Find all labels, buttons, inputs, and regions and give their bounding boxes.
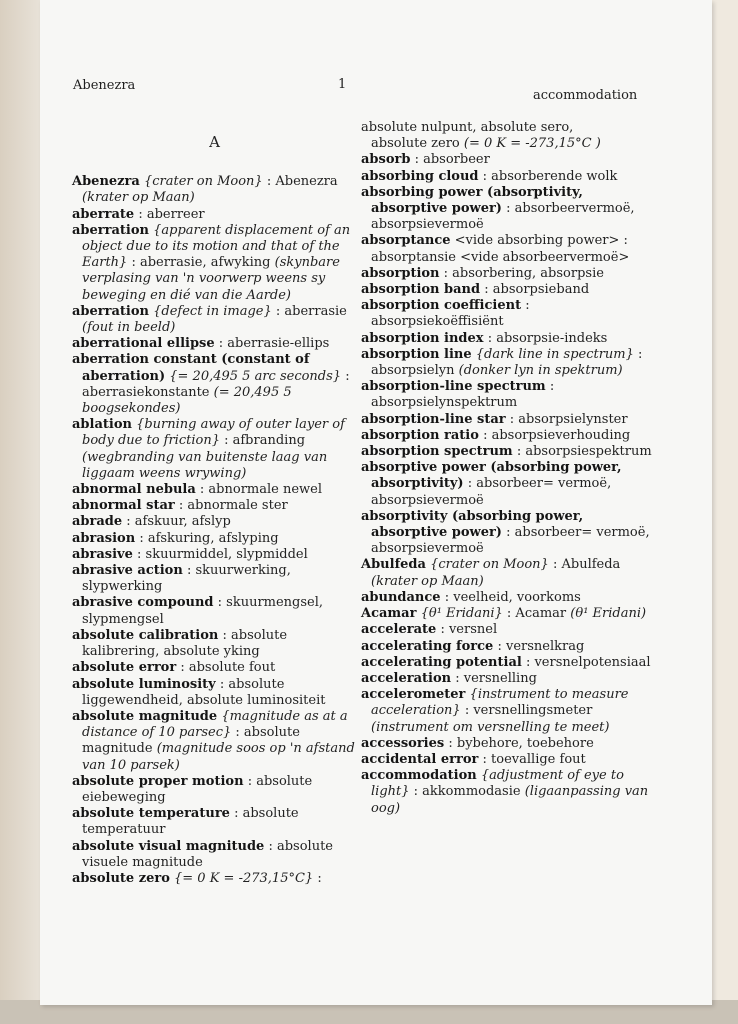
dictionary-entry xyxy=(72,774,357,806)
dictionary-entry xyxy=(72,174,357,206)
entry-headword: absorption line xyxy=(361,346,472,362)
entry-translation: : absorpsieband xyxy=(484,282,590,298)
dictionary-entry xyxy=(361,185,661,234)
dictionary-entry xyxy=(72,595,357,627)
dictionary-entry xyxy=(361,736,661,752)
dictionary-entry xyxy=(361,655,661,671)
dictionary-entry xyxy=(361,509,661,558)
dictionary-entry xyxy=(72,531,357,547)
dictionary-entry xyxy=(72,709,357,774)
entry-translation: : absolute liggewendheid, absolute luminositeit xyxy=(82,676,326,708)
entry-translation: : bybehore, toebehore xyxy=(448,735,594,751)
entry-translation: : absorbeer= vermoë, absorpsievermoë xyxy=(371,476,612,508)
entry-definition: {apparent displacement of an object due to its motion and that of the Earth} xyxy=(82,222,351,271)
dictionary-entry xyxy=(361,282,661,298)
entry-translation: : absolute eiebeweging xyxy=(82,773,313,805)
dictionary-entry xyxy=(361,606,661,622)
entry-translation: : Abulfeda xyxy=(552,557,621,573)
entry-translation: : absorpsielyn xyxy=(371,346,643,379)
entry-afrikaans-gloss: (skynbare verplasing van 'n voorwerp weens sy beweging en dié van die Aarde) xyxy=(82,255,340,303)
entry-headword: absorption band xyxy=(361,282,481,298)
dictionary-entry xyxy=(72,677,357,709)
entry-headword: abrasive xyxy=(72,546,133,562)
entry-afrikaans-gloss: (krater op Maan) xyxy=(82,190,195,206)
dictionary-entry xyxy=(361,347,661,379)
entry-translation: : versnelkrag xyxy=(497,638,585,654)
dictionary-entry xyxy=(72,628,357,660)
entry-translation: : absorbeer= vermoë, absorpsievermoë xyxy=(371,525,650,557)
entry-headword: acceleration xyxy=(361,670,452,686)
entry-headword: abnormal nebula xyxy=(72,482,196,498)
entry-headword: absolute temperature xyxy=(72,806,230,822)
entry-headword: Abenezra xyxy=(72,174,140,190)
dictionary-entry xyxy=(361,331,661,347)
entry-definition: {adjustment of eye to light} xyxy=(371,768,624,800)
left-column xyxy=(72,120,357,887)
entry-headword: accidental error xyxy=(361,751,479,767)
dictionary-entry xyxy=(361,169,661,185)
dictionary-entry xyxy=(361,622,661,638)
right-column xyxy=(361,120,661,817)
dictionary-entry xyxy=(72,352,357,417)
dictionary-entry xyxy=(72,482,357,498)
entry-translation: : afskuring, afslyping xyxy=(139,530,279,546)
entry-translation: : afskuur, afslyp xyxy=(126,514,231,530)
entry-afrikaans-gloss: (fout in beeld) xyxy=(82,320,176,336)
entry-headword: absorptivity (absorbing power, absorptive power) xyxy=(361,508,584,541)
dictionary-entry xyxy=(361,752,661,768)
entry-afrikaans-gloss: (ligaanpassing van oog) xyxy=(371,784,649,816)
dictionary-entry xyxy=(361,557,661,589)
dictionary-entry xyxy=(72,223,357,304)
entry-headword: aberration xyxy=(72,222,149,238)
entry-headword: absorption ratio xyxy=(361,427,479,443)
entry-headword: Abulfeda xyxy=(361,557,426,573)
dictionary-entry xyxy=(361,768,661,817)
entry-translation: : toevallige fout xyxy=(482,751,586,767)
dictionary-entry xyxy=(72,871,357,887)
dictionary-entry xyxy=(72,514,357,530)
entry-translation: : absorbeervermoë, absorpsievermoë xyxy=(371,201,635,233)
entry-headword: absorption xyxy=(361,265,440,281)
entry-translation: : afbranding xyxy=(224,433,306,449)
entry-translation: : absorpsiekoëffisiënt xyxy=(371,298,530,330)
entry-headword: Acamar xyxy=(361,606,417,622)
entry-headword: abnormal star xyxy=(72,498,175,514)
entry-headword: accelerometer xyxy=(361,687,466,703)
dictionary-entry xyxy=(361,152,661,168)
dictionary-entry xyxy=(72,806,357,838)
entry-afrikaans-gloss: (wegbranding van buitenste laag van liggaam weens wrywing) xyxy=(82,449,328,481)
entry-definition: {= 0 K = -273,15°C} xyxy=(174,870,314,886)
entry-translation: : xyxy=(317,870,322,886)
entry-afrikaans-gloss: (= 20,495 5 boogsekondes) xyxy=(82,384,292,417)
entry-definition: {instrument to measure acceleration} xyxy=(371,687,629,719)
entry-definition: {defect in image} xyxy=(153,303,272,319)
entry-headword: absorption coefficient xyxy=(361,298,522,314)
entry-translation: : Acamar xyxy=(506,606,567,622)
entry-headword: accelerating potential xyxy=(361,654,522,670)
entry-headword: absolute zero xyxy=(72,870,170,886)
entry-translation: : skuurmiddel, slypmiddel xyxy=(137,546,308,562)
entry-afrikaans-gloss: (instrument om versnelling te meet) xyxy=(371,719,610,735)
entry-translation: : absorbeer xyxy=(414,152,490,168)
entry-headword: accommodation xyxy=(361,768,477,784)
dictionary-entry xyxy=(72,660,357,676)
entry-headword: aberration xyxy=(72,303,149,319)
continuation-text: absolute nulpunt, absolute sero, xyxy=(361,120,574,135)
entry-translation: : skuurwerking, slypwerking xyxy=(82,563,291,595)
entry-translation: : aberreer xyxy=(138,206,205,222)
entry-afrikaans-gloss: (magnitude soos op 'n afstand van 10 parsek) xyxy=(82,741,355,773)
entry-translation: : absolute kalibrering, absolute yking xyxy=(82,627,288,660)
entry-translation: : absorpsielynspektrum xyxy=(371,379,555,411)
entry-translation: : absorbering, absorpsie xyxy=(443,265,604,281)
right-entries xyxy=(361,152,661,816)
entry-definition: {dark line in spectrum} xyxy=(475,346,634,362)
section-letter: A xyxy=(209,133,220,151)
entry-translation: : versnel xyxy=(440,622,498,638)
entry-translation: : veelheid, voorkoms xyxy=(444,589,581,605)
left-entries xyxy=(72,174,357,887)
entry-headword: absolute visual magnitude xyxy=(72,838,265,854)
entry-translation: : absolute temperatuur xyxy=(82,806,299,838)
continuation-entry xyxy=(361,120,661,152)
dictionary-entry xyxy=(361,266,661,282)
entry-headword: absorption-line spectrum xyxy=(361,379,546,395)
entry-headword: absolute calibration xyxy=(72,627,219,643)
header-left-guideword: Abenezra xyxy=(73,78,136,93)
entry-afrikaans-gloss: (donker lyn in spektrum) xyxy=(458,363,623,379)
dictionary-entry xyxy=(361,460,661,509)
entry-definition: {crater on Moon} xyxy=(430,557,549,573)
entry-translation: : abnormale newel xyxy=(199,482,323,498)
dictionary-entry xyxy=(361,428,661,444)
dictionary-entry xyxy=(361,687,661,736)
entry-translation: : aberrasiekonstante xyxy=(82,368,350,400)
entry-headword: aberration constant (constant of aberration) xyxy=(72,352,310,384)
entry-afrikaans-gloss: (θ¹ Eridani) xyxy=(570,606,647,622)
entry-headword: absorbing power (absorptivity, absorptive power) xyxy=(361,184,583,217)
entry-translation: : aberrasie-ellips xyxy=(218,336,330,352)
entry-translation: : absorpsielynster xyxy=(509,411,628,427)
entry-translation: : Abenezra xyxy=(266,174,338,190)
continuation-definition: (= 0 K = -273,15°C ) xyxy=(463,136,601,152)
dictionary-entry xyxy=(361,444,661,460)
dictionary-page xyxy=(40,0,712,1005)
entry-headword: absorptance xyxy=(361,233,451,249)
entry-headword: absolute error xyxy=(72,660,177,676)
entry-translation: : versnelling xyxy=(455,670,537,686)
entry-translation: : absorpsiespektrum xyxy=(516,444,652,460)
entry-headword: aberrational ellipse xyxy=(72,336,215,352)
entry-afrikaans-gloss: (krater op Maan) xyxy=(371,573,484,589)
dictionary-entry xyxy=(361,412,661,428)
entry-translation: : absorberende wolk xyxy=(482,168,618,184)
dictionary-entry xyxy=(72,336,357,352)
entry-definition: {θ¹ Eridani} xyxy=(420,606,503,622)
entry-headword: ablation xyxy=(72,417,132,433)
entry-translation: : aberrasie, afwyking xyxy=(131,255,271,271)
entry-headword: abrasive action xyxy=(72,563,183,579)
entry-translation: : akkommodasie xyxy=(413,784,521,800)
entry-headword: accelerate xyxy=(361,622,437,638)
dictionary-entry xyxy=(72,563,357,595)
entry-definition: {crater on Moon} xyxy=(143,174,263,190)
entry-headword: absorptive power (absorbing power, absorptivity) xyxy=(361,460,622,492)
dictionary-entry xyxy=(72,839,357,871)
entry-headword: accessories xyxy=(361,735,445,751)
entry-translation: : absorpsie-indeks xyxy=(487,330,608,346)
entry-translation: : skuurmengsel, slypmengsel xyxy=(82,595,324,627)
entry-headword: absorb xyxy=(361,152,411,168)
entry-headword: accelerating force xyxy=(361,638,494,654)
continuation-text-2: absolute zero xyxy=(371,136,460,152)
entry-headword: abundance xyxy=(361,589,441,605)
dictionary-entry xyxy=(72,498,357,514)
entry-translation: : absolute fout xyxy=(180,660,276,676)
dictionary-entry xyxy=(361,298,661,330)
entry-translation: : absolute visuele magnitude xyxy=(82,838,333,870)
dictionary-entry xyxy=(361,233,661,265)
entry-headword: absolute magnitude xyxy=(72,708,218,724)
entry-definition: {= 20,495 5 arc seconds} xyxy=(169,368,342,384)
dictionary-entry xyxy=(361,379,661,411)
header-right-guideword: accommodation xyxy=(533,88,638,103)
dictionary-entry xyxy=(361,590,661,606)
entry-headword: abrasion xyxy=(72,530,136,546)
dictionary-entry xyxy=(72,207,357,223)
entry-translation: <vide absorbing power> : absorptansie <vide absorbeervermoë> xyxy=(371,233,630,265)
dictionary-entry xyxy=(72,417,357,482)
entry-translation: : aberrasie xyxy=(275,303,347,319)
entry-headword: absorption index xyxy=(361,330,484,346)
entry-headword: abrasive compound xyxy=(72,595,214,611)
entry-translation: : abnormale ster xyxy=(178,498,288,514)
page-number: 1 xyxy=(338,77,347,92)
entry-headword: absorbing cloud xyxy=(361,168,479,184)
entry-translation: : absorpsieverhouding xyxy=(483,427,631,443)
entry-headword: absorption spectrum xyxy=(361,444,513,460)
entry-headword: abrade xyxy=(72,514,123,530)
entry-headword: aberrate xyxy=(72,206,135,222)
dictionary-entry xyxy=(72,304,357,336)
entry-headword: absolute proper motion xyxy=(72,773,244,789)
entry-headword: absolute luminosity xyxy=(72,676,216,692)
entry-translation: : versnelpotensiaal xyxy=(525,654,651,670)
entry-translation: : absolute magnitude xyxy=(82,725,300,757)
entry-headword: absorption-line star xyxy=(361,411,506,427)
dictionary-entry xyxy=(361,671,661,687)
entry-definition: {magnitude as at a distance of 10 parsec} xyxy=(82,708,348,741)
dictionary-entry xyxy=(361,639,661,655)
dictionary-entry xyxy=(72,547,357,563)
entry-translation: : versnellingsmeter xyxy=(464,703,593,719)
entry-definition: {burning away of outer layer of body due to friction} xyxy=(82,417,345,449)
background-left xyxy=(0,0,40,1024)
